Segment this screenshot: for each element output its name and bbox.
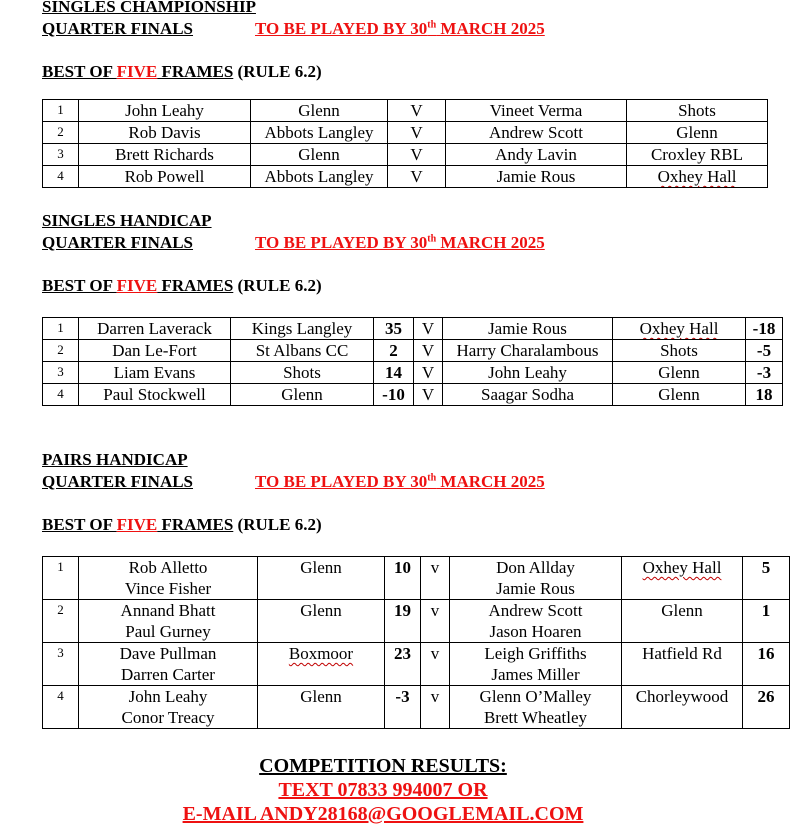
pair-away	[450, 557, 622, 600]
handicap-away: 26	[743, 686, 790, 729]
versus: V	[388, 100, 446, 122]
row-number: 2	[43, 600, 79, 643]
player-home: Paul Stockwell	[79, 384, 231, 406]
best-of-frames-pairs-handicap: BEST OF FIVE FRAMES (RULE 6.2)	[42, 515, 322, 534]
pair-home-second: Vince Fisher	[124, 579, 212, 598]
club-away: Shots	[627, 100, 768, 122]
section-title-singles-handicap: SINGLES HANDICAP	[42, 211, 212, 230]
row-number: 1	[43, 318, 79, 340]
club-home: St Albans CC	[231, 340, 374, 362]
handicap-home: 2	[374, 340, 414, 362]
handicap-away: 1	[743, 600, 790, 643]
best-of-frames-singles-championship: BEST OF FIVE FRAMES (RULE 6.2)	[42, 62, 322, 81]
club-home: Glenn	[231, 384, 374, 406]
versus: v	[421, 643, 450, 686]
deadline-singles-handicap: TO BE PLAYED BY 30th MARCH 2025	[255, 233, 545, 252]
club-away	[627, 166, 768, 188]
player-home: John Leahy	[79, 100, 251, 122]
player-away: Andy Lavin	[446, 144, 627, 166]
versus: v	[421, 557, 450, 600]
player-away: Harry Charalambous	[443, 340, 613, 362]
player-away: Vineet Verma	[446, 100, 627, 122]
handicap-home: 23	[385, 643, 421, 686]
club-home: Shots	[231, 362, 374, 384]
table-row	[43, 362, 783, 384]
section-round-singles-handicap: QUARTER FINALS	[42, 233, 194, 252]
club-home: Glenn	[258, 557, 385, 600]
deadline-pairs-handicap: TO BE PLAYED BY 30th MARCH 2025	[255, 472, 545, 491]
player-away: Jamie Rous	[443, 318, 613, 340]
pair-away	[450, 686, 622, 729]
pair-home-first: Dave Pullman	[119, 644, 217, 663]
handicap-away: 16	[743, 643, 790, 686]
player-away: Saagar Sodha	[443, 384, 613, 406]
handicap-home: -3	[385, 686, 421, 729]
club-away-text: Oxhey Hall	[657, 167, 737, 186]
pair-away-first: Don Allday	[496, 558, 575, 577]
pair-home-first: Annand Bhatt	[120, 601, 216, 620]
handicap-away: 18	[746, 384, 783, 406]
pair-home	[79, 557, 258, 600]
row-number: 3	[43, 643, 79, 686]
club-away: Croxley RBL	[627, 144, 768, 166]
versus: V	[414, 362, 443, 384]
handicap-home: 35	[374, 318, 414, 340]
pair-away	[450, 600, 622, 643]
player-home: Rob Davis	[79, 122, 251, 144]
pair-away-first: Leigh Griffiths	[484, 644, 587, 663]
table-row	[43, 100, 768, 122]
row-number: 4	[43, 166, 79, 188]
pair-home	[79, 600, 258, 643]
table-row	[43, 686, 790, 729]
pair-away	[450, 643, 622, 686]
club-home: Abbots Langley	[251, 166, 388, 188]
club-home: Glenn	[251, 144, 388, 166]
pair-away-second: Brett Wheatley	[483, 708, 588, 727]
handicap-away: -5	[746, 340, 783, 362]
club-away: Glenn	[613, 362, 746, 384]
row-number: 2	[43, 122, 79, 144]
club-away: Glenn	[613, 384, 746, 406]
club-away: Hatfield Rd	[622, 643, 743, 686]
singles-handicap-table	[42, 317, 783, 406]
row-number: 1	[43, 557, 79, 600]
row-number: 4	[43, 686, 79, 729]
handicap-home: -10	[374, 384, 414, 406]
club-home: Glenn	[258, 600, 385, 643]
club-home-text: Boxmoor	[288, 644, 354, 663]
table-row	[43, 600, 790, 643]
row-number: 4	[43, 384, 79, 406]
club-home: Glenn	[251, 100, 388, 122]
row-number: 1	[43, 100, 79, 122]
results-email: E-MAIL ANDY28168@GOOGLEMAIL.COM	[182, 803, 584, 825]
handicap-home: 10	[385, 557, 421, 600]
player-away: Jamie Rous	[446, 166, 627, 188]
section-round-singles-championship: QUARTER FINALS	[42, 19, 194, 38]
table-row	[43, 340, 783, 362]
table-row	[43, 166, 768, 188]
player-away: Andrew Scott	[446, 122, 627, 144]
player-home: Dan Le-Fort	[79, 340, 231, 362]
handicap-away: -3	[746, 362, 783, 384]
best-of-frames-singles-handicap: BEST OF FIVE FRAMES (RULE 6.2)	[42, 276, 322, 295]
row-number: 2	[43, 340, 79, 362]
versus: V	[388, 166, 446, 188]
pair-away-first: Glenn O’Malley	[479, 687, 592, 706]
table-row	[43, 557, 790, 600]
versus: V	[414, 384, 443, 406]
pair-home-second: Conor Treacy	[121, 708, 215, 727]
player-home: Brett Richards	[79, 144, 251, 166]
section-title-singles-championship: SINGLES CHAMPIONSHIP	[42, 0, 256, 16]
results-text-number: TEXT 07833 994007 OR	[278, 779, 488, 801]
pair-home	[79, 686, 258, 729]
club-home: Glenn	[258, 686, 385, 729]
club-away-text: Oxhey Hall	[639, 319, 719, 338]
versus: v	[421, 686, 450, 729]
row-number: 3	[43, 144, 79, 166]
versus: v	[421, 600, 450, 643]
pair-home-first: John Leahy	[128, 687, 208, 706]
club-home: Kings Langley	[231, 318, 374, 340]
table-row	[43, 318, 783, 340]
player-home: Darren Laverack	[79, 318, 231, 340]
table-row	[43, 643, 790, 686]
club-away	[622, 557, 743, 600]
club-away	[613, 318, 746, 340]
section-round-pairs-handicap: QUARTER FINALS	[42, 472, 194, 491]
pair-away-second: Jason Hoaren	[489, 622, 582, 641]
pair-home-first: Rob Alletto	[128, 558, 208, 577]
club-away: Glenn	[627, 122, 768, 144]
versus: V	[414, 318, 443, 340]
versus: V	[414, 340, 443, 362]
club-away: Chorleywood	[622, 686, 743, 729]
pair-away-second: Jamie Rous	[496, 579, 575, 598]
row-number: 3	[43, 362, 79, 384]
handicap-home: 19	[385, 600, 421, 643]
pair-away-second: James Miller	[491, 665, 580, 684]
handicap-away: 5	[743, 557, 790, 600]
pair-home-second: Darren Carter	[121, 665, 215, 684]
player-away: John Leahy	[443, 362, 613, 384]
pair-away-first: Andrew Scott	[488, 601, 583, 620]
versus: V	[388, 144, 446, 166]
handicap-away: -18	[746, 318, 783, 340]
club-home: Abbots Langley	[251, 122, 388, 144]
pair-home	[79, 643, 258, 686]
competition-results-title: COMPETITION RESULTS:	[259, 755, 507, 777]
pair-home-second: Paul Gurney	[125, 622, 211, 641]
section-title-pairs-handicap: PAIRS HANDICAP	[42, 450, 188, 469]
club-home	[258, 643, 385, 686]
table-row	[43, 144, 768, 166]
club-away: Glenn	[622, 600, 743, 643]
club-away-text: Oxhey Hall	[642, 558, 722, 577]
player-home: Liam Evans	[79, 362, 231, 384]
club-away: Shots	[613, 340, 746, 362]
handicap-home: 14	[374, 362, 414, 384]
singles-championship-table	[42, 99, 768, 188]
pairs-handicap-table	[42, 556, 790, 729]
table-row	[43, 384, 783, 406]
table-row	[43, 122, 768, 144]
versus: V	[388, 122, 446, 144]
deadline-singles-championship: TO BE PLAYED BY 30th MARCH 2025	[255, 19, 545, 38]
player-home: Rob Powell	[79, 166, 251, 188]
